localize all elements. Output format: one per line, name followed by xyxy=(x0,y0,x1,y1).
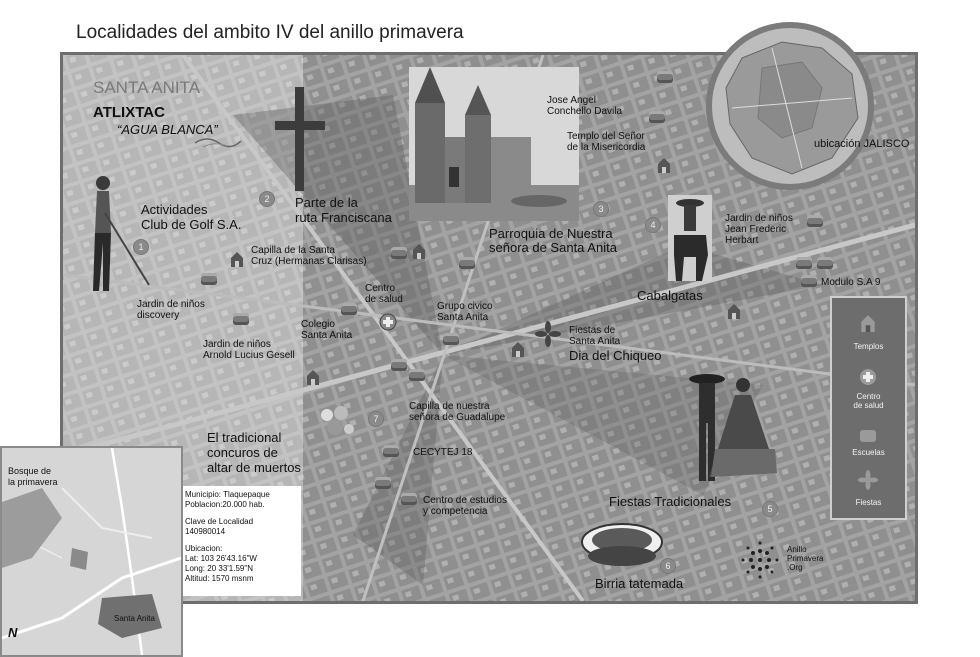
school-icon[interactable] xyxy=(409,369,425,381)
info-long: Long: 20 33'1.59"N xyxy=(185,564,253,573)
north-arrow-icon: N xyxy=(8,625,18,640)
school-icon[interactable] xyxy=(341,303,357,315)
golfer-photo xyxy=(75,173,155,295)
cross-icon xyxy=(275,87,325,191)
label-anillo-1: Anillo xyxy=(787,545,807,554)
label-ruta-2: ruta Franciscana xyxy=(295,210,392,225)
cabalgata-photo xyxy=(668,195,712,281)
label-birria: Birria tatemada xyxy=(595,576,684,591)
school-icon[interactable] xyxy=(796,257,812,269)
label-jose-2: Conchello Davila xyxy=(547,106,623,117)
badge-3[interactable]: 3 xyxy=(593,201,609,217)
label-centro-1: Centro xyxy=(365,283,396,294)
legend-fiestas: Fiestas xyxy=(855,498,882,507)
label-guadalupe-1: Capilla de nuestra xyxy=(409,401,490,412)
badge-4[interactable]: 4 xyxy=(645,217,661,233)
school-icon[interactable] xyxy=(383,445,399,457)
dancers-photo xyxy=(685,369,781,487)
brand-agua-blanca: “AGUA BLANCA” xyxy=(117,122,218,137)
label-estudios-1: Centro de estudios xyxy=(423,495,507,506)
label-cabalgatas: Cabalgatas xyxy=(637,288,703,303)
school-icon[interactable] xyxy=(201,273,217,285)
legend-school-icon xyxy=(860,430,876,442)
label-anillo-2: Primavera xyxy=(787,554,824,563)
school-icon[interactable] xyxy=(657,71,673,83)
label-fiestas-sa-1: Fiestas de xyxy=(569,325,616,336)
label-templo-1: Templo del Señor xyxy=(567,131,645,142)
school-icon[interactable] xyxy=(459,257,475,269)
label-discovery-2: discovery xyxy=(137,310,180,321)
badge-2[interactable]: 2 xyxy=(259,191,275,207)
school-icon[interactable] xyxy=(817,257,833,269)
label-estudios-2: y competencia xyxy=(423,506,488,517)
info-poblacion: Poblacion:20.000 hab. xyxy=(185,500,265,509)
legend-health-icon xyxy=(859,368,877,386)
label-fiestas-sa-2: Santa Anita xyxy=(569,336,621,347)
brand-santa-anita: SANTA ANITA xyxy=(93,78,201,97)
inset-santa-anita: Santa Anita xyxy=(114,614,155,623)
label-parroquia-2: señora de Santa Anita xyxy=(489,240,617,255)
label-modulo: Modulo S.A 9 xyxy=(821,277,881,288)
info-clave-label: Clave de Localidad xyxy=(185,517,254,526)
badge-5[interactable]: 5 xyxy=(762,501,778,517)
label-capilla-sc-1: Capilla de la Santa xyxy=(251,245,335,256)
school-icon[interactable] xyxy=(391,247,407,259)
inset-bosque-1: Bosque de xyxy=(8,466,52,476)
health-center-icon[interactable] xyxy=(379,313,397,331)
badge-7[interactable]: 7 xyxy=(368,411,384,427)
label-altar-2: concuros de xyxy=(207,445,278,460)
label-jfh-2: Jean Frederic xyxy=(725,224,787,235)
school-icon[interactable] xyxy=(233,313,249,325)
label-centro-2: de salud xyxy=(365,294,403,305)
label-grupo-1: Grupo civico xyxy=(437,301,493,312)
info-altitud: Altitud: 1570 msnm xyxy=(185,574,254,583)
parroquia-photo xyxy=(409,67,579,221)
info-lat: Lat: 103 26'43.16"W xyxy=(185,554,257,563)
school-icon[interactable] xyxy=(391,359,407,371)
birria-photo xyxy=(579,520,665,572)
fiesta-icon[interactable] xyxy=(535,321,561,347)
label-colegio-2: Santa Anita xyxy=(301,330,353,341)
label-arnold-2: Arnold Lucius Gesell xyxy=(203,350,295,361)
wave-icon xyxy=(193,133,243,149)
church-icon[interactable] xyxy=(726,303,742,319)
info-municipio: Municipio: Tlaquepaque xyxy=(185,490,270,499)
label-altar-1: El tradicional xyxy=(207,430,282,445)
school-icon[interactable] xyxy=(375,477,391,489)
badge-1[interactable]: 1 xyxy=(133,239,149,255)
label-altar-3: altar de muertos xyxy=(207,460,301,475)
label-chiqueo: Dia del Chiqueo xyxy=(569,348,662,363)
label-actividades: Actividades xyxy=(141,202,208,217)
label-anillo-3: .Org xyxy=(787,563,803,572)
legend-fiesta-icon xyxy=(858,470,878,490)
school-icon[interactable] xyxy=(401,493,417,505)
school-icon[interactable] xyxy=(649,111,665,123)
church-icon[interactable] xyxy=(229,251,245,267)
label-colegio-1: Colegio xyxy=(301,319,335,330)
label-jose-1: Jose Angel xyxy=(547,95,596,106)
label-discovery-1: Jardin de niños xyxy=(137,299,205,310)
church-icon[interactable] xyxy=(411,243,427,259)
school-icon[interactable] xyxy=(807,215,823,227)
school-icon[interactable] xyxy=(443,333,459,345)
brand-atlixtac: ATLIXTAC xyxy=(93,104,165,121)
label-fiestas-tradicionales: Fiestas Tradicionales xyxy=(609,494,732,509)
info-ubicacion: Ubicacion: xyxy=(185,544,223,553)
legend-escuelas: Escuelas xyxy=(852,448,885,457)
legend-church-icon xyxy=(859,314,877,332)
label-cecytej: CECYTEJ 18 xyxy=(413,447,473,458)
legend-centro-1: Centro xyxy=(856,392,881,401)
church-icon[interactable] xyxy=(510,341,526,357)
label-club-golf: Club de Golf S.A. xyxy=(141,217,242,232)
label-templo-2: de la Misericordia xyxy=(567,142,646,153)
label-arnold-1: Jardin de niños xyxy=(203,339,271,350)
label-ruta-1: Parte de la xyxy=(295,195,358,210)
info-clave: 140980014 xyxy=(185,527,226,536)
page-title: Localidades del ambito IV del anillo primavera xyxy=(76,22,464,43)
inset-map[interactable] xyxy=(0,446,183,657)
jalisco-location-map[interactable] xyxy=(706,22,874,190)
label-jfh-1: Jardin de niños xyxy=(725,213,793,224)
label-ubicacion-jalisco: ubicación JALISCO xyxy=(814,138,910,150)
label-guadalupe-2: señora de Guadalupe xyxy=(409,412,506,423)
badge-6[interactable]: 6 xyxy=(660,558,676,574)
church-icon[interactable] xyxy=(656,157,672,173)
altar-photo xyxy=(317,405,357,441)
school-icon[interactable] xyxy=(801,275,817,287)
label-capilla-sc-2: Cruz (Hermanas Clarisas) xyxy=(251,256,367,267)
label-grupo-2: Santa Anita xyxy=(437,312,489,323)
jalisco-outline xyxy=(712,28,868,184)
label-parroquia-1: Parroquia de Nuestra xyxy=(489,226,613,241)
church-icon[interactable] xyxy=(305,369,321,385)
legend-templos: Templos xyxy=(853,342,884,351)
label-jfh-3: Herbart xyxy=(725,235,759,246)
anillo-logo-icon xyxy=(739,539,781,581)
locality-info-box xyxy=(181,486,301,596)
legend-centro-2: de salud xyxy=(853,401,884,410)
map-legend xyxy=(830,296,907,520)
inset-bosque-2: la primavera xyxy=(8,477,58,487)
